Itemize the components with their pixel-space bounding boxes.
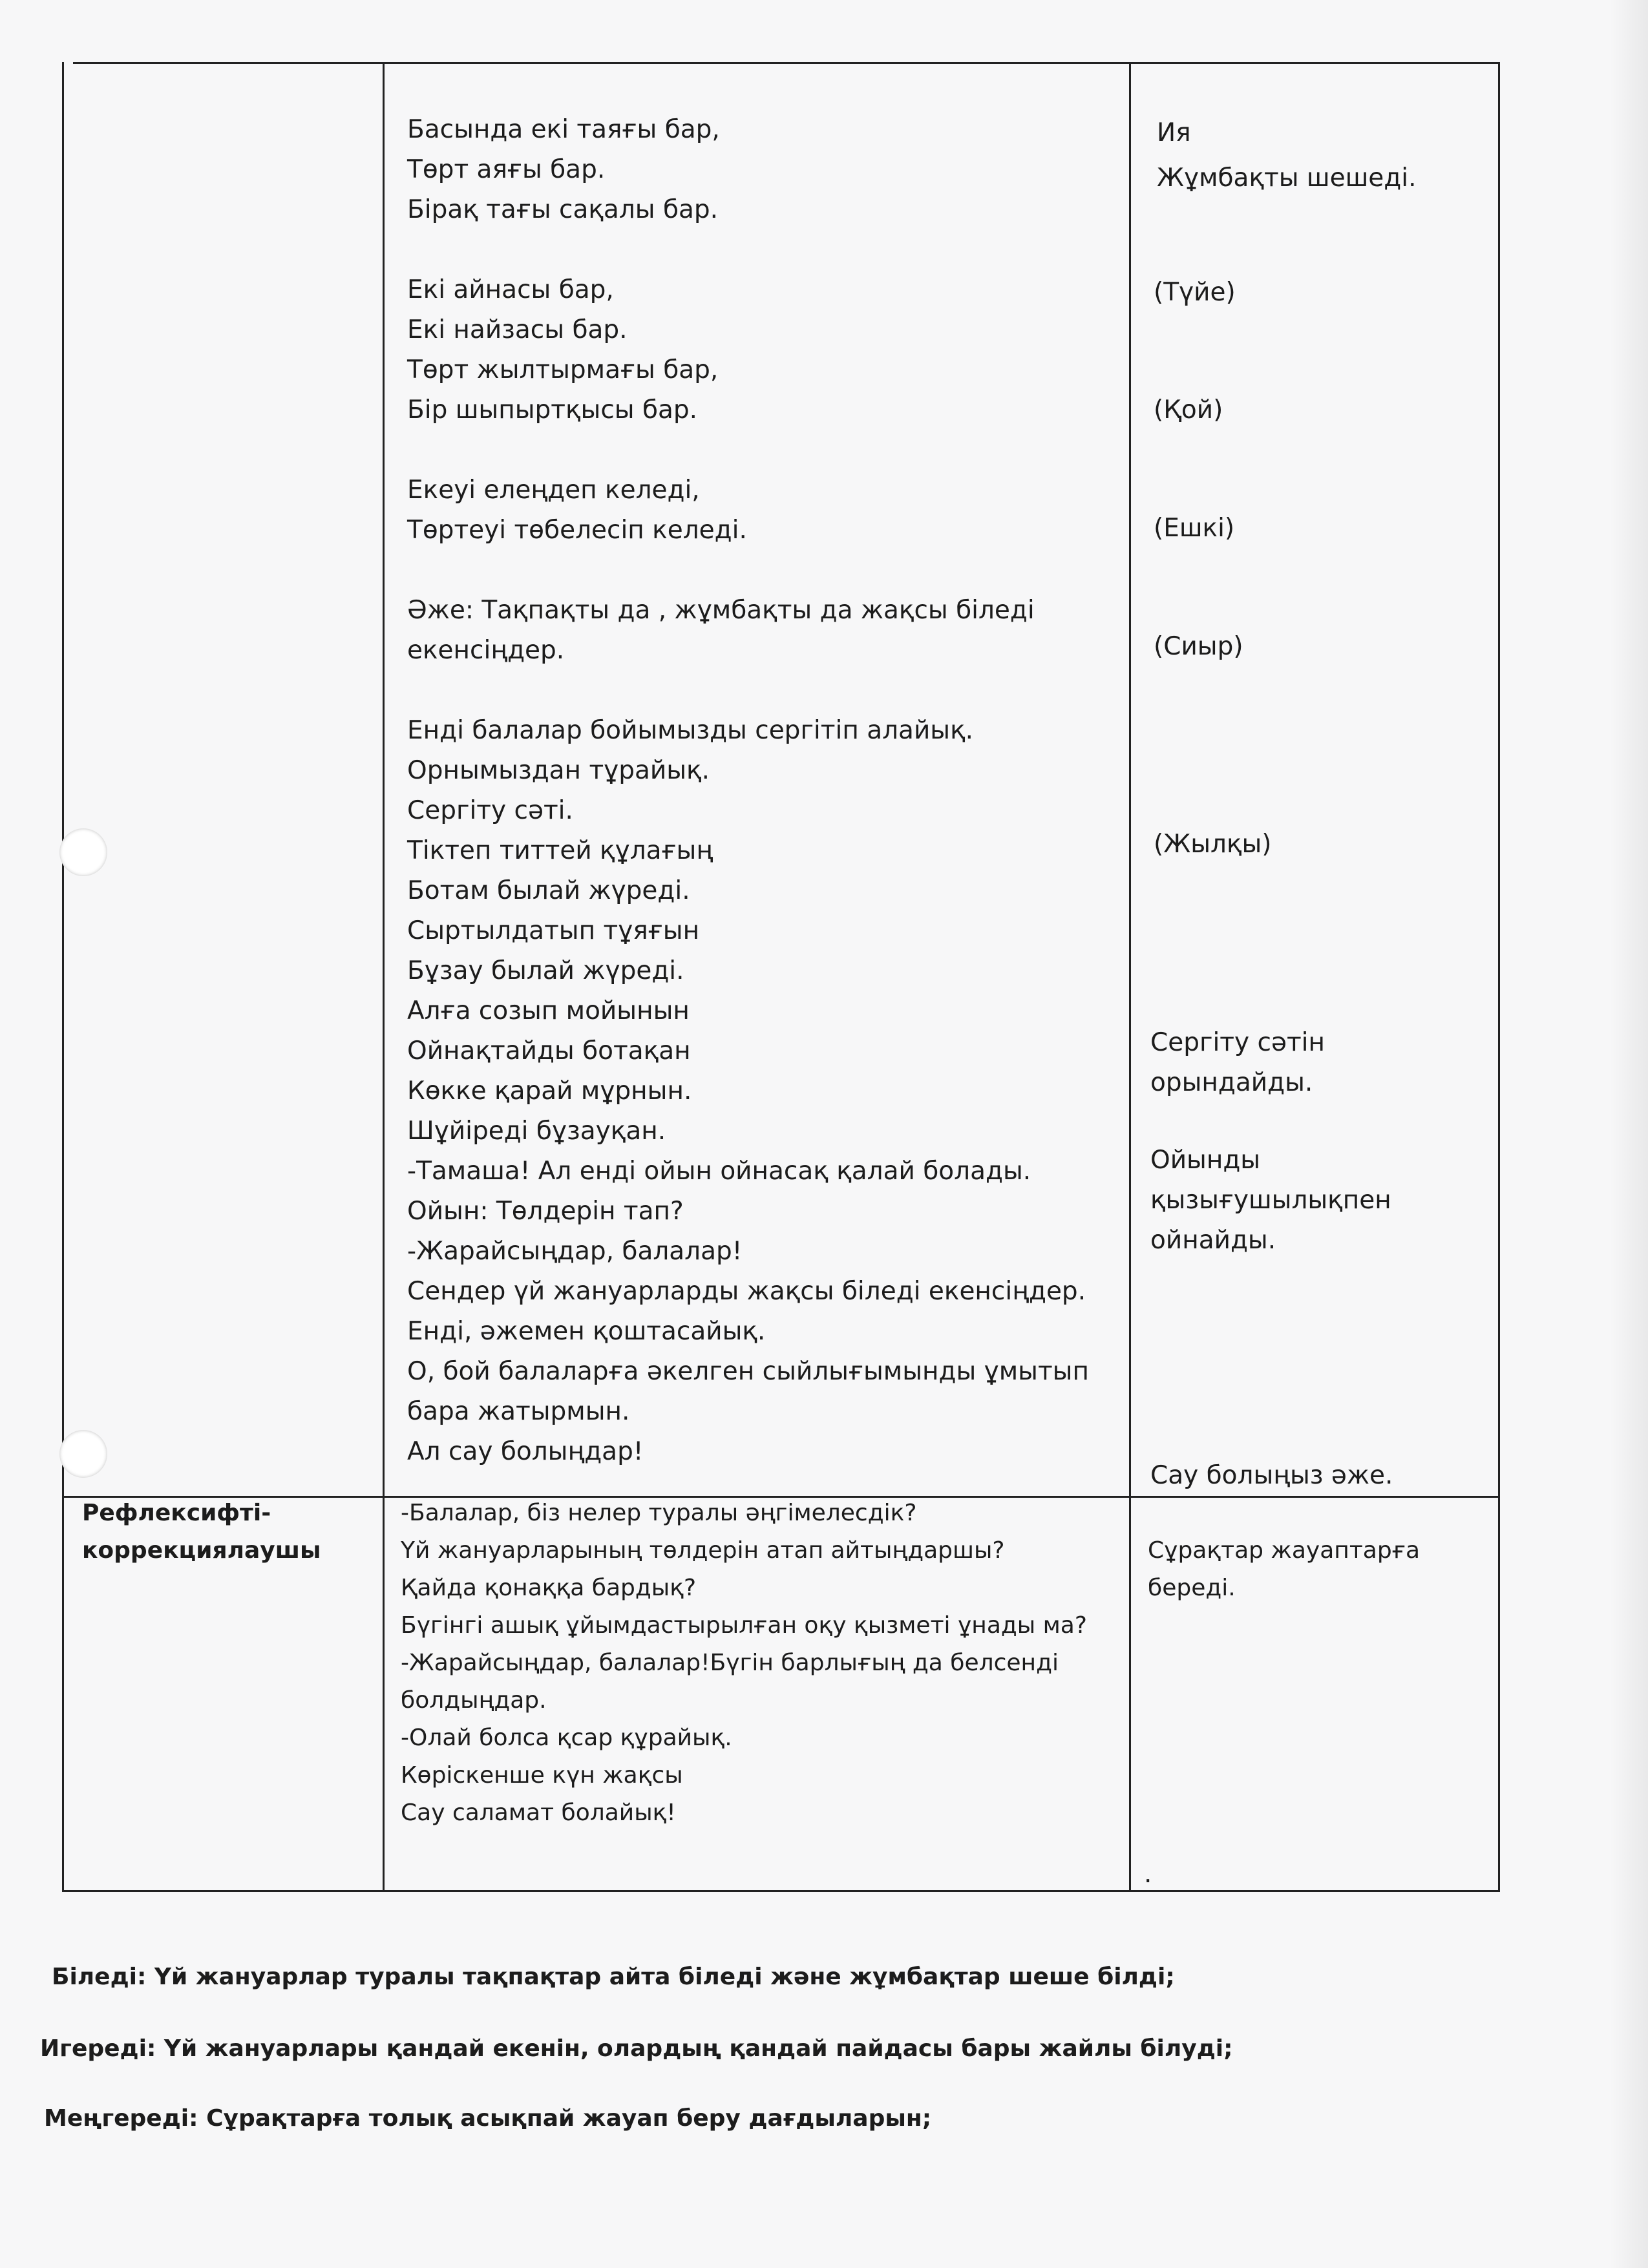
outcome-knows: Біледі: Үй жануарлар туралы тақпақтар айта біледі және жұмбақтар шеше білді; [52, 1964, 1175, 1990]
riddle-answer-cow: (Сиыр) [1154, 632, 1243, 661]
text-line: бара жатырмын. [407, 1397, 630, 1426]
text-line: Ботам былай жүреді. [407, 876, 690, 905]
text-line: Сау саламат болайық! [401, 1800, 676, 1826]
text-line: Үй жануарларының төлдерін атап айтыңдаршы? [401, 1537, 1005, 1564]
blank-line [407, 230, 1089, 270]
text-line: Екі айнасы бар, [407, 275, 614, 304]
text-line: Әже: Тақпақты да , жұмбақты да жақсы біледі [407, 596, 1035, 625]
child-solves-riddle: Жұмбақты шешеді. [1157, 163, 1417, 193]
text-line: Төртеуі төбелесіп келеді. [407, 516, 747, 545]
text-line: Алға созып мойынын [407, 996, 690, 1025]
blank-line [407, 671, 1089, 711]
punch-hole [59, 1430, 107, 1478]
text-line: Ал сау болыңдар! [407, 1437, 644, 1466]
stage-label-line: Рефлексифті- [82, 1500, 271, 1526]
farewell-response: Сау болыңыз әже. [1150, 1461, 1393, 1490]
text-line: Сұрақтар жауаптарға [1148, 1537, 1421, 1564]
text-line: Екі найзасы бар. [407, 315, 628, 344]
text-line: екенсіңдер. [407, 636, 565, 665]
riddle-answer-goat: (Ешкі) [1154, 514, 1235, 543]
text-line: Шұйіреді бұзауқан. [407, 1117, 666, 1146]
text-line: Төрт аяғы бар. [407, 155, 606, 184]
text-line: -Олай болса қсар құрайық. [401, 1725, 732, 1751]
text-line: Бұзау былай жүреді. [407, 956, 684, 985]
text-line: Көріскенше күн жақсы [401, 1762, 683, 1789]
text-line: Енді балалар бойымызды сергітіп алайық. [407, 716, 974, 745]
text-line: -Балалар, біз нелер туралы әңгімелесдік? [401, 1500, 917, 1526]
punch-hole [59, 828, 107, 876]
text-line: -Жарайсыңдар, балалар!Бүгін барлығың да белсенді [401, 1650, 1059, 1676]
game-response-line-1: Ойынды [1150, 1146, 1261, 1175]
table-right-border [1498, 62, 1500, 1892]
text-line: Сергіту сәті. [407, 796, 573, 825]
riddle-answer-sheep: (Қой) [1154, 395, 1223, 425]
child-answer-ia: Ия [1157, 118, 1191, 147]
text-line: -Тамаша! Ал енді ойын ойнасақ қалай болады. [407, 1157, 1031, 1186]
text-line: Ойнақтайды ботақан [407, 1036, 691, 1066]
text-line: Қайда қонаққа бардық? [401, 1575, 697, 1601]
table-left-border [62, 62, 64, 1892]
game-response-line-3: ойнайды. [1150, 1226, 1276, 1255]
text-line: Тіктеп титтей құлағың [407, 836, 713, 865]
text-line: Орнымыздан тұрайық. [407, 756, 710, 785]
riddle-answer-camel: (Түйе) [1154, 278, 1236, 307]
text-line: -Жарайсыңдар, балалар! [407, 1237, 743, 1266]
reflection-teacher-cell [401, 1495, 1087, 1832]
text-line: болдыңдар. [401, 1687, 547, 1714]
exercise-response-line-2: орындайды. [1150, 1068, 1313, 1097]
table-top-border [73, 62, 1499, 64]
riddle-answer-horse: (Жылқы) [1154, 830, 1272, 859]
text-line: Бір шыпыртқысы бар. [407, 395, 698, 425]
table-divider-1 [383, 62, 385, 1892]
text-line: Сыртылдатып тұяғын [407, 916, 700, 945]
text-line: Екеуі елеңдеп келеді, [407, 476, 700, 505]
blank-line [407, 430, 1089, 470]
outcome-masters: Игереді: Үй жануарлары қандай екенін, олардың қандай пайдасы бары жайлы білуді; [40, 2035, 1233, 2062]
text-line: Төрт жылтырмағы бар, [407, 355, 719, 384]
scan-edge-shadow [1609, 0, 1648, 2268]
text-line: Көкке қарай мұрнын. [407, 1076, 692, 1106]
outcome-skills: Меңгереді: Сұрақтарға толық асықпай жауап беру дағдыларын; [44, 2105, 932, 2132]
text-line: Енді, әжемен қоштасайық. [407, 1317, 766, 1346]
text-line: Басында екі таяғы бар, [407, 115, 720, 144]
table-bottom-border [62, 1890, 1500, 1892]
text-line: О, бой балаларға әкелген сыйлығымынды ұмытып [407, 1357, 1089, 1386]
stray-mark: . [1144, 1860, 1152, 1889]
text-line: Бірақ тағы сақалы бар. [407, 195, 719, 224]
game-response-line-2: қызығушылықпен [1150, 1186, 1391, 1215]
stage-label [82, 1495, 321, 1570]
blank-line [407, 551, 1089, 591]
stage-label-line: коррекциялаушы [82, 1537, 321, 1564]
text-line: Ойын: Төлдерін тап? [407, 1197, 684, 1226]
exercise-response-line-1: Сергіту сәтін [1150, 1028, 1325, 1057]
table-divider-2 [1129, 62, 1131, 1892]
text-line: береді. [1148, 1575, 1236, 1601]
text-line: Сендер үй жануарларды жақсы біледі екенсіңдер. [407, 1277, 1086, 1306]
reflection-child-cell [1148, 1532, 1420, 1607]
teacher-activity-cell [407, 110, 1089, 1472]
text-line: Бүгінгі ашық ұйымдастырылған оқу қызметі ұнады ма? [401, 1612, 1087, 1639]
